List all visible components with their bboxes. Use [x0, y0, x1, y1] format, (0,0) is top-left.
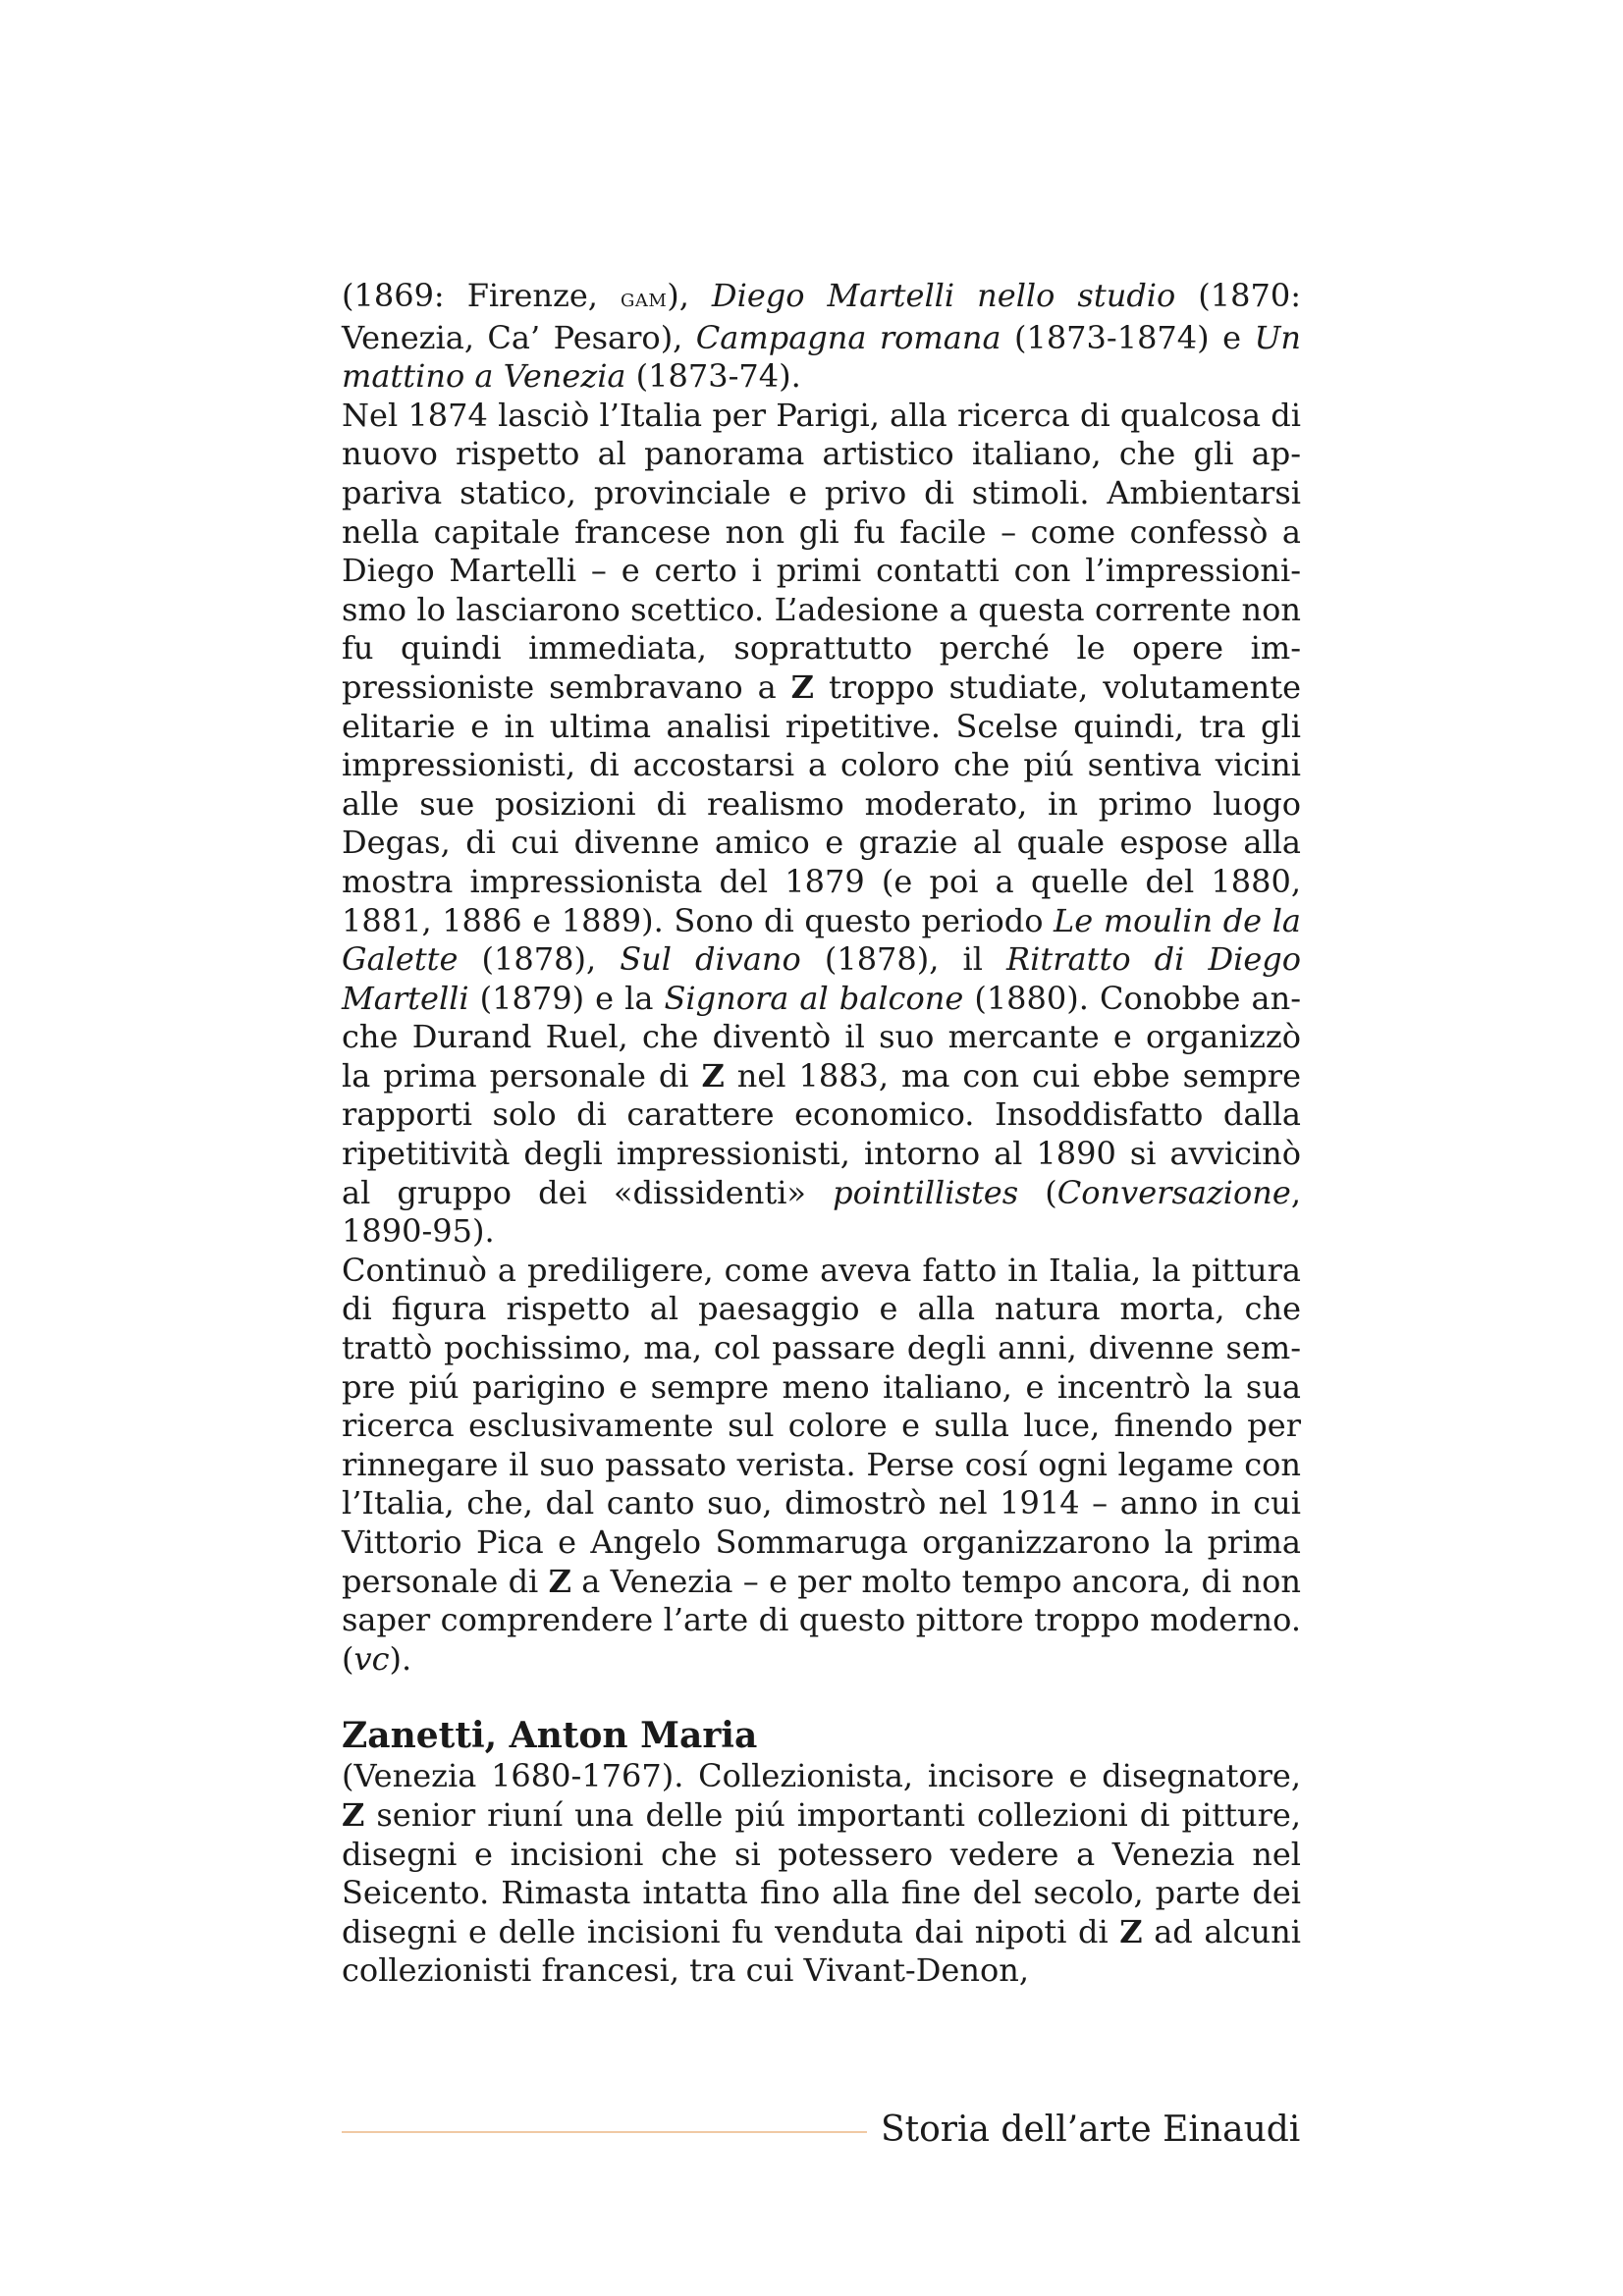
text-run: ).	[389, 1639, 412, 1678]
page-footer	[342, 2105, 1301, 2154]
footer-rule	[342, 2131, 867, 2133]
text-run: troppo studiate, volutamente elitarie e in ultima analisi ripetitive. Scelse quindi, tra gli impressionisti, di accostarsi a coloro che piú sentiva vicini alle sue posizioni di realismo moderato, in primo luogo Degas, di cui divenne amico e grazie al quale espose alla mostra impressionista del 1879 (e poi a quelle del 1880, 1881, 1886 e 1889). Sono di questo periodo	[342, 667, 1301, 939]
text-run: (1870: Venezia, Ca’ Pesaro),	[342, 277, 1301, 356]
bold-initial: Z	[1119, 1912, 1143, 1950]
text-run: (1878),	[458, 940, 621, 979]
text-run: (	[1018, 1173, 1057, 1211]
text-run: (1880). Conobbe anche Durand Ruel, che diventò il suo mercante e organizzò la prima personale di	[342, 979, 1302, 1095]
bold-initial: Z	[701, 1056, 725, 1095]
entry-heading: Zanetti, Anton Maria	[342, 1715, 758, 1757]
text-run: Continuò a prediligere, come aveva fatto in Italia, la pittura di figura rispetto al paesaggio e alla natura morta, che trattò pochissimo, ma, col passare degli anni, divenne sempre piú parigino e sempre meno italiano, e incentrò la sua ricerca esclusivamente sul colore e sulla luce, finendo per rinnegare il suo passato verista. Perse cosí ogni legame con l’Italia, che, dal canto suo, dimostrò nel 1914 – anno in cui Vittorio Pica e Angelo Sommaruga organizzarono la prima personale di	[342, 1251, 1301, 1600]
small-caps-abbr: gam	[620, 284, 668, 313]
bold-initial: Z	[790, 667, 815, 706]
text-run: nel 1883, ma con cui ebbe sempre rapporti solo di carattere economico. Insoddisfatto dalla ripetitività degli impressionisti, intorno al 1890 si avvicinò al gruppo dei «dissidenti»	[342, 1056, 1302, 1211]
text-run: ad alcuni collezionisti francesi, tra cui Vivant-Denon,	[342, 1912, 1302, 1990]
italic-title: pointillistes	[833, 1173, 1019, 1211]
italic-title: vc	[353, 1639, 390, 1678]
paragraph-1	[342, 277, 1301, 397]
italic-title: Campagna romana	[695, 318, 1001, 356]
footer-title: Storia dell’arte Einaudi	[881, 2109, 1301, 2150]
text-run: a Venezia – e per molto tempo ancora, di non saper comprendere l’arte di questo pittore troppo moderno. (	[342, 1562, 1302, 1678]
bold-initial: Z	[342, 1795, 365, 1834]
text-run: (Venezia 1680-1767). Collezionista, incisore e disegnatore,	[342, 1757, 1301, 1795]
bold-initial: Z	[548, 1562, 571, 1600]
text-run: Nel 1874 lasciò l’Italia per Parigi, alla ricerca di qualcosa di nuovo rispetto al panorama artistico italiano, che gli appariva statico, provinciale e privo di stimoli. Ambientarsi nella capitale francese non gli fu facile – come confessò a Diego Martelli – e certo i primi contatti con l’impressionismo lo lasciarono scettico. L’adesione a questa corrente non fu quindi immediata, soprattutto perché le opere impressioniste sembravano a	[342, 396, 1301, 706]
italic-title: Le moulin de la Galette	[342, 901, 1302, 979]
paragraph-2	[342, 397, 1301, 1252]
italic-title: Ritratto di Diego Martelli	[342, 940, 1302, 1017]
italic-title: Signora al balcone	[664, 979, 964, 1017]
italic-title: Un mattino a Venezia	[342, 318, 1302, 396]
text-run: (1879) e la	[468, 979, 665, 1017]
italic-title: Sul divano	[620, 940, 801, 979]
text-run: (1878), il	[800, 940, 1007, 979]
text-run: (1873-1874) e	[1001, 318, 1255, 356]
paragraph-4	[342, 1757, 1301, 1991]
italic-title: Conversazione	[1056, 1173, 1291, 1211]
text-run: ),	[667, 277, 712, 314]
text-run: (1873-74).	[625, 357, 801, 396]
text-run: , 1890-95).	[342, 1173, 1302, 1251]
text-run: (1869: Firenze,	[342, 277, 621, 314]
paragraph-3	[342, 1252, 1301, 1680]
italic-title: Diego Martelli nello studio	[711, 277, 1176, 314]
body-text	[342, 277, 1301, 1991]
text-run: senior riuní una delle piú importanti collezioni di pitture, disegni e incisioni che si potessero vedere a Venezia nel Seicento. Rimasta intatta fino alla fine del secolo, parte dei disegni e delle incisioni fu venduta dai nipoti di	[342, 1795, 1301, 1950]
